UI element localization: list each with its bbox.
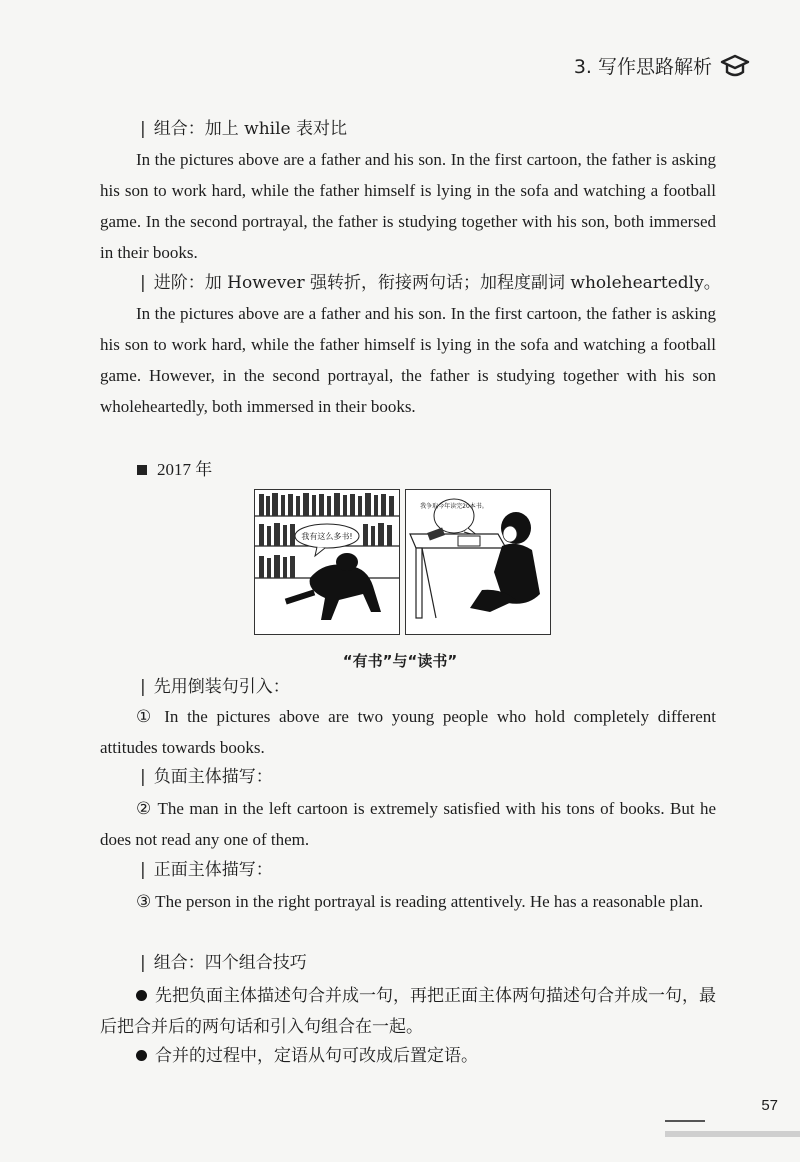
negative-paragraph: ② The man in the left cartoon is extremely satisfied with his tons of books. But he does not read any one of them. [100,799,716,849]
footer-rule [665,1120,705,1122]
bullet-item: 先把负面主体描述句合并成一句，再把正面主体两句描述句合并成一句，最后把合并后的两句话和引入句组合在一起。 [100,986,716,1036]
bullet-dot-icon [136,990,147,1001]
right-speech-bubble: 我争取今年读完20本书。 [420,503,488,510]
footer-bar [665,1131,800,1137]
running-header [574,52,750,79]
bullet-dot-icon [136,1050,147,1061]
header-title: 3. 写作思路解析 [573,56,712,78]
label-bar: | [140,273,146,293]
figure-caption: “有书”与“读书” [342,652,458,670]
year-heading: 2017 年 [137,456,212,484]
bullet-item: 合并的过程中，定语从句可改成后置定语。 [100,1040,716,1071]
label-bar: | [140,860,146,880]
label-bar: | [140,953,146,973]
left-speech-bubble: 我有这么多书! [301,532,353,541]
cartoon-right [405,489,551,635]
label-bar: | [140,767,146,787]
intro-paragraph: ① In the pictures above are two young people who hold completely different attitudes towards books. [100,707,716,757]
combo2-label: | 组合：四个组合技巧 [140,953,307,973]
graduation-cap-icon [720,53,750,79]
label-bar: | [140,119,146,139]
page-number: 57 [761,1097,778,1114]
positive-paragraph: ③ The person in the right portrayal is reading attentively. He has a reasonable plan. [136,892,704,911]
positive-label: | 正面主体描写： [140,860,273,880]
label-bar: | [140,677,146,697]
square-bullet-icon [137,465,147,475]
combo-label: | 组合：加上 while 表对比 [140,119,347,139]
advance-paragraph: In the pictures above are a father and his son. In the first cartoon, the father is asking his son to work hard, while the father himself is lying in the sofa and watching a football game. However, in the second portrayal, the father is studying together with his son wholeheartedly, both immersed in their books. [100,304,716,416]
negative-label: | 负面主体描写： [140,767,273,787]
advance-label: | 进阶：加 However 强转折，衔接两句话；加程度副词 wholeheartedly。 [140,273,721,293]
combo-paragraph: In the pictures above are a father and his son. In the first cartoon, the father is asking his son to work hard, while the father himself is lying in the sofa and watching a football game. In the second portrayal, the father is studying together with his son, both immersed in their books. [100,150,716,262]
cartoon-left [254,489,400,635]
intro-label: | 先用倒装句引入： [140,677,290,697]
